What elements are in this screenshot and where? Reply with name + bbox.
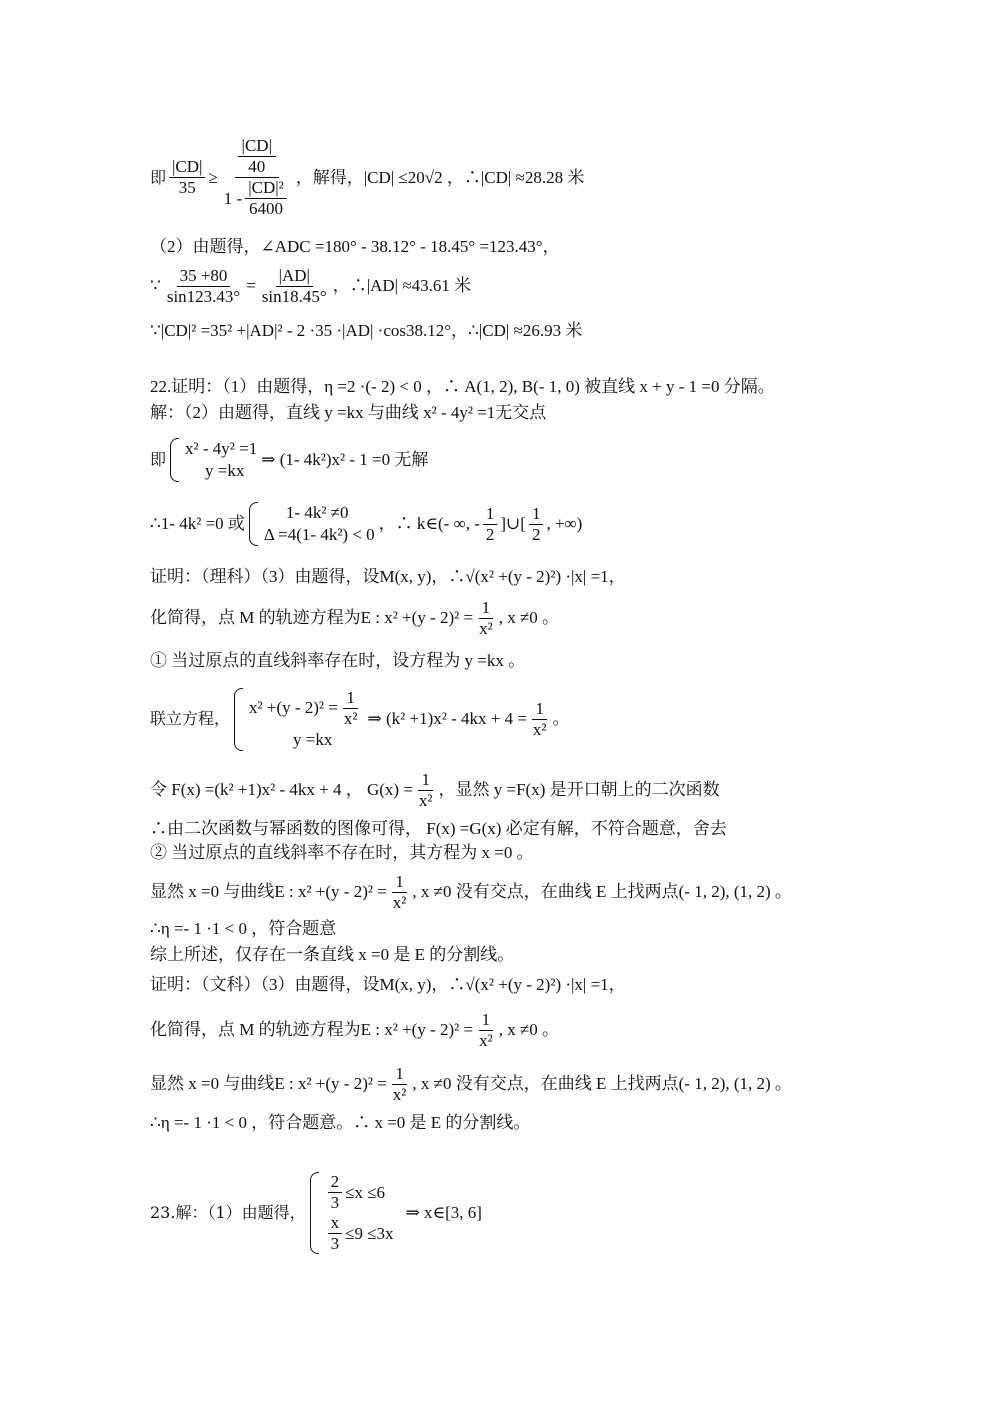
eta-line-2: ∴η =- 1 ·1 < 0 ，符合题意。∴ x =0 是 E 的分割线。 [150, 1113, 531, 1132]
proof-science-line-2: 化简得，点 M 的轨迹方程为E : x² +(y - 2)² = $\frac{1}{\text{x²}}$ , x ≠0 。 [150, 597, 560, 638]
q22-line-1: 22.证明：（1）由题得，η =2 ·(- 2) < 0 ，∴ A(1, 2), B(- 1, 0) 被直线 x + y - 1 =0 分隔。 [150, 377, 775, 396]
case-2-detail: 显然 x =0 与曲线E : x² +(y - 2)² = $\frac{1}{\text{x²}}$ , x ≠0 没有交点，在曲线 E 上找两点(- 1, 2), (1, 2) 。 [150, 871, 792, 912]
define-f-g: 令 F(x) =(k² +1)x² - 4kx + 4 ， G(x) = $\frac{1}{\text{x²}}$ ，显然 y =F(x) 是开口朝上的二次函数 [150, 769, 720, 810]
proof-arts-line-1: 证明：（文科）（3）由题得，设M(x, y)，∴√(x² +(y - 2)²) ·|x| =1， [150, 975, 626, 994]
proof-arts-line-2: 化简得，点 M 的轨迹方程为E : x² +(y - 2)² = $\frac{1}{\text{x²}}$ , x ≠0 。 [150, 1009, 560, 1050]
joint-equation: 联立方程， x² +(y - 2)² = $\frac{1}{\text{x²}}$ y =kx ⇒ (k² +1)x² - 4kx + 4 = $\frac{1}{\text{x²}}$ 。 [150, 687, 570, 749]
eq-line-3: ∵ $\frac{35 +80}{\sin 123.43^\circ}$ = $\frac{|AD|}{\sin 18.45^\circ}$ ，∴|AD| ≈43.61 米 [150, 265, 472, 306]
q23-line: 23.解：（1）由题得， $\frac{2}{3}$ ≤x ≤6 $\frac{x}{3}$ ≤9 ≤3x ⇒ x∈[3, 6] [150, 1172, 482, 1253]
q22-system-1: 即 x² - 4y² =1 y =kx ⇒ (1- 4k²)x² - 1 =0 无解 [150, 439, 429, 480]
proof-arts-line-3: 显然 x =0 与曲线E : x² +(y - 2)² = $\frac{1}{\text{x²}}$ , x ≠0 没有交点，在曲线 E 上找两点(- 1, 2), (1, 2) 。 [150, 1063, 792, 1104]
conclusion-line-1: ∴由二次函数与幂函数的图像可得， F(x) =G(x) 必定有解，不符合题意，舍去 [150, 819, 727, 838]
summary-line: 综上所述，仅存在一条直线 x =0 是 E 的分割线。 [150, 945, 515, 964]
fraction-complex: |CD| 40 1 - $\frac{\text{|CD|²}}{6400}$ [221, 136, 293, 219]
eq-line-2: （2）由题得，∠ADC =180° - 38.12° - 18.45° =123.43°， [150, 237, 560, 256]
eta-line-1: ∴η =- 1 ·1 < 0 ，符合题意 [150, 919, 337, 938]
fraction-lhs: $\frac{|CD|}{35}$ [169, 157, 205, 198]
eq-line-4: ∵|CD|² =35² +|AD|² - 2 ·35 ·|AD| ·cos38.12°，∴|CD| ≈26.93 米 [150, 321, 583, 340]
case-1-line: ① 当过原点的直线斜率存在时，设方程为 y =kx 。 [150, 651, 526, 670]
eq-line-1: 即 $\frac{|CD|}{35}$ ≥ |CD| 40 1 - $\frac{\text{|CD|²}}{6400}$ ，解得，|CD| ≤20√2 ，∴|CD| ≈28.28 米 [150, 136, 585, 218]
text: 即 [150, 167, 167, 187]
q22-line-2: 解：（2）由题得，直线 y =kx 与曲线 x² - 4y² =1无交点 [150, 403, 547, 422]
q22-system-2: ∴1- 4k² =0 或 1- 4k² ≠0 Δ =4(1- 4k²) < 0 ，∴ k∈(- ∞, - $\frac{1}{2}$ ]∪[ $\frac{1}{2}$ , +∞) [150, 503, 583, 544]
case-2-line: ② 当过原点的直线斜率不存在时，其方程为 x =0 。 [150, 843, 534, 862]
proof-science-line-1: 证明：（理科）（3）由题得，设M(x, y)，∴√(x² +(y - 2)²) ·|x| =1， [150, 567, 626, 586]
